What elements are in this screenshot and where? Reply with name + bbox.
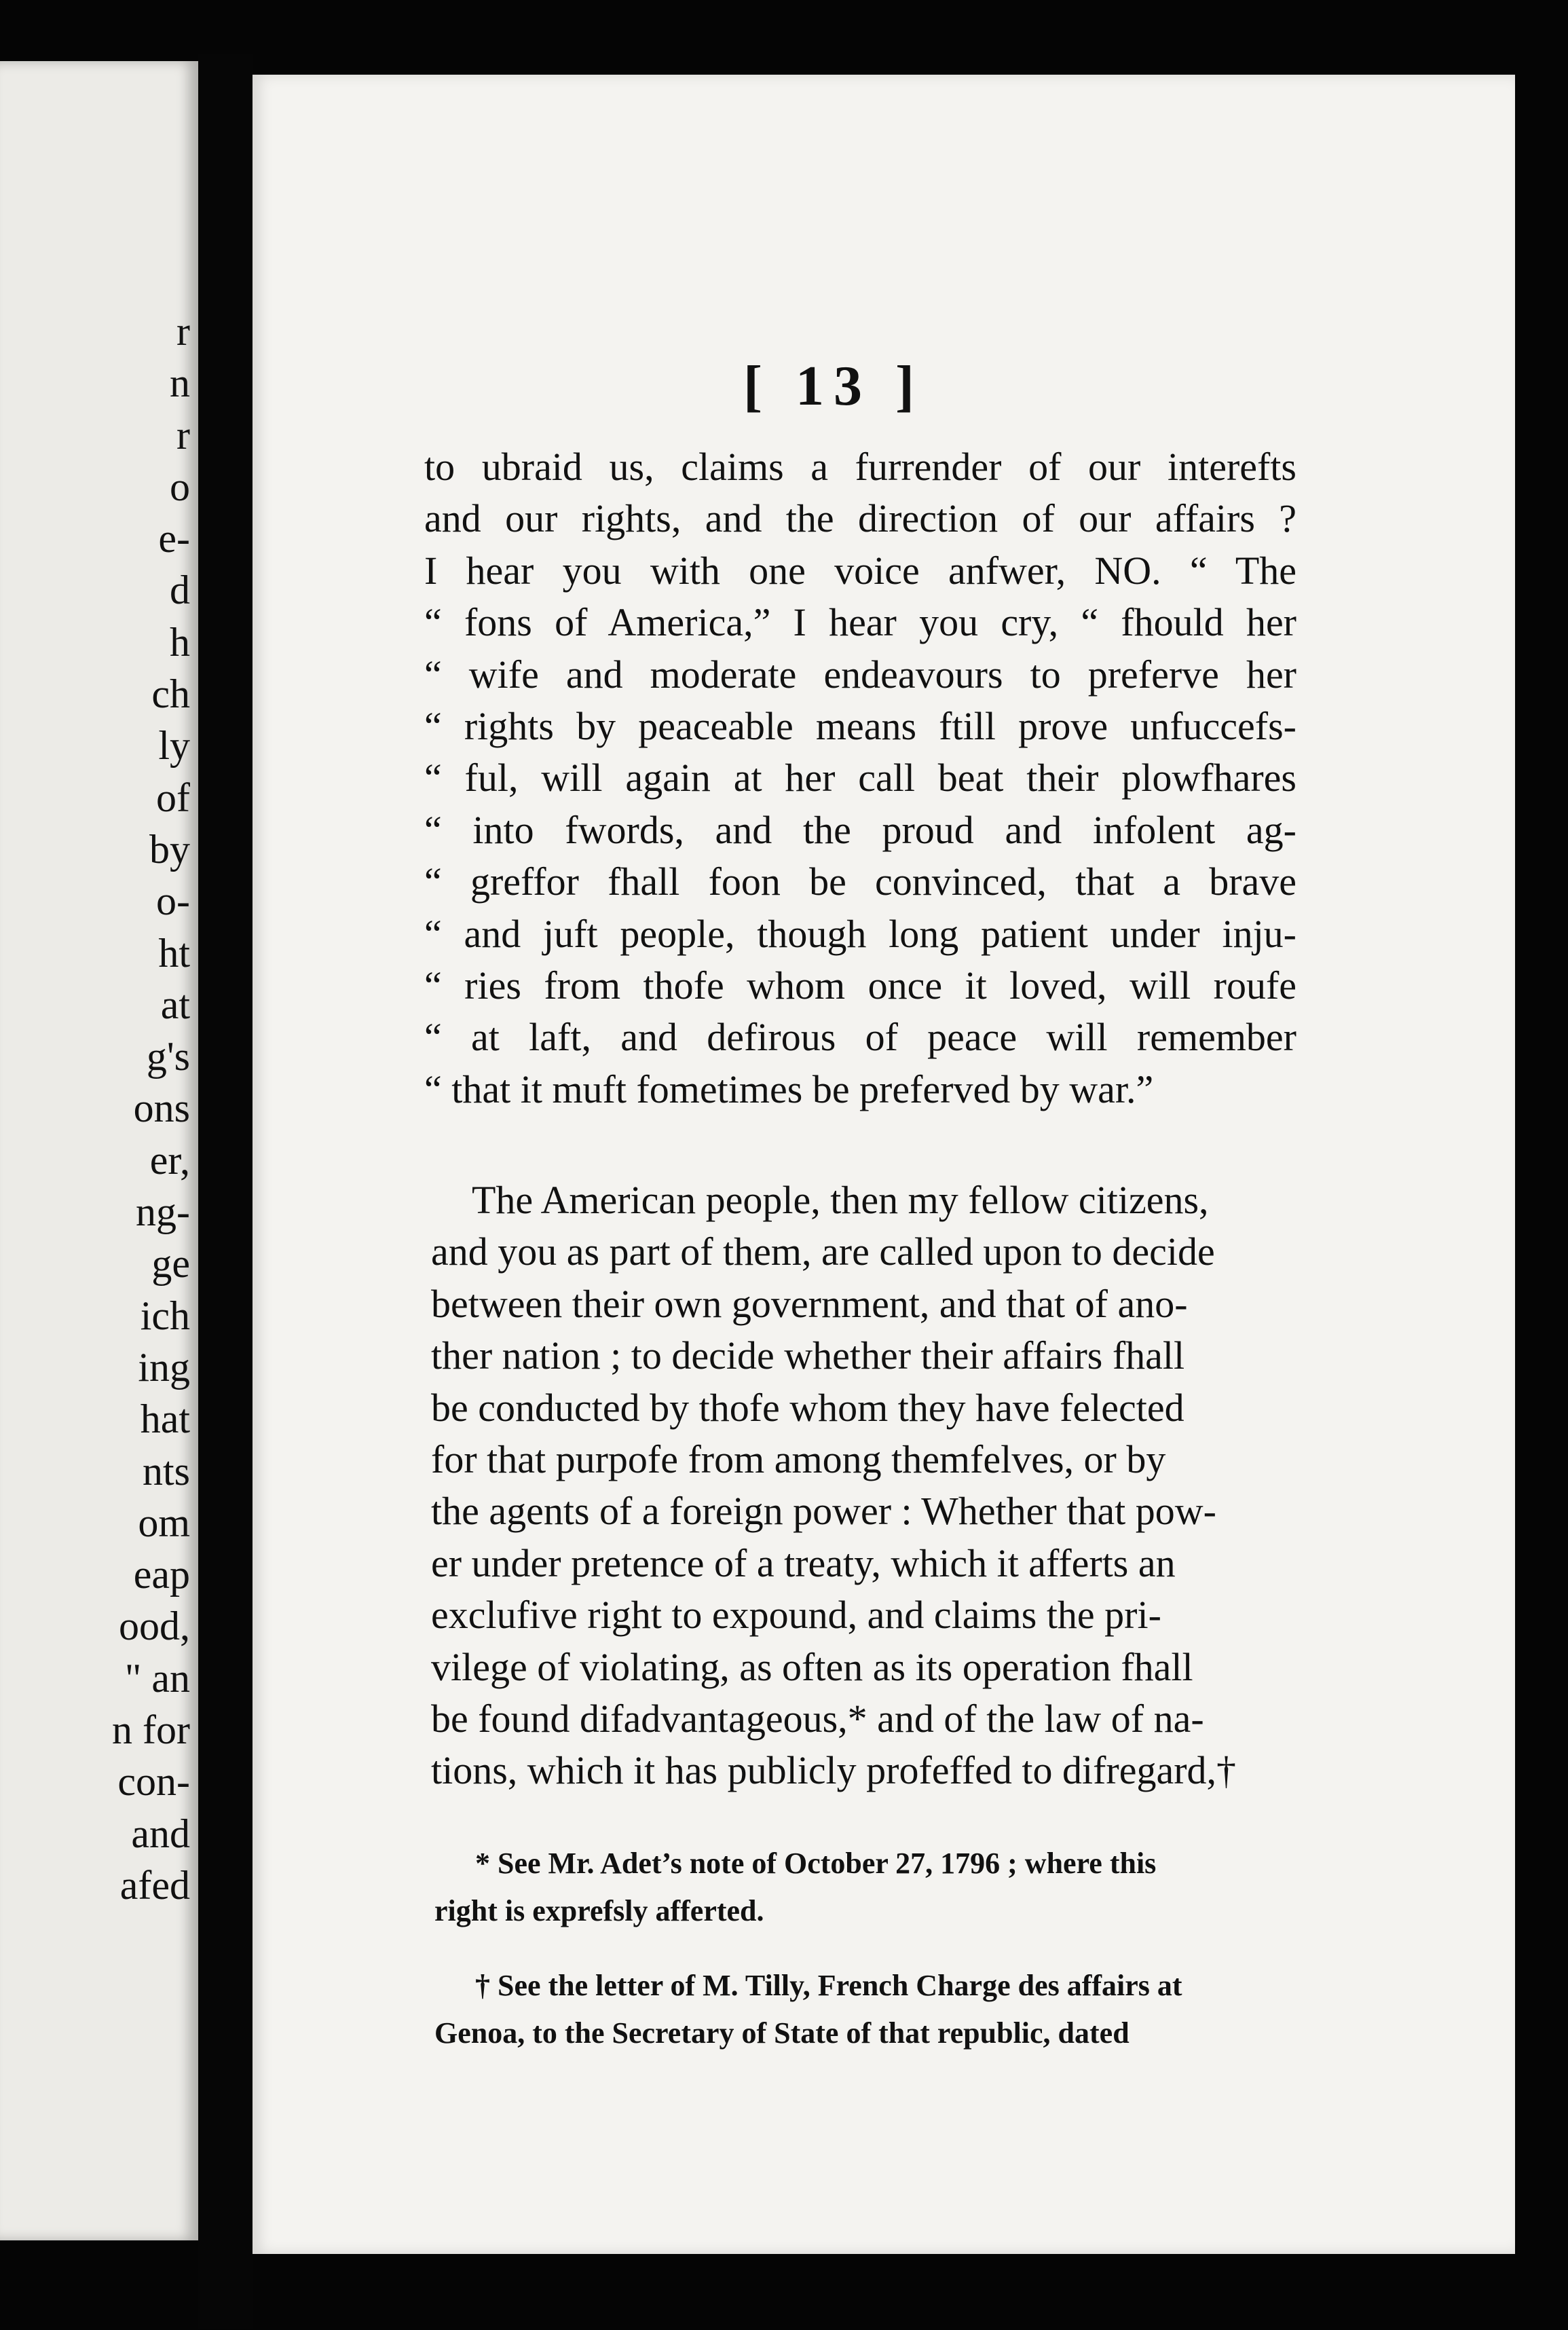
- text-line: The American people, then my fellow citizens,: [472, 1178, 1209, 1222]
- left-page-fragment: by: [149, 826, 190, 872]
- left-page-fragment: n: [170, 360, 190, 406]
- text-line: and you as part of them, are called upon to decide: [431, 1229, 1215, 1274]
- text-line: the agents of a foreign power : Whether that pow-: [431, 1489, 1216, 1534]
- left-page-fragment: of: [156, 775, 190, 820]
- footnote-1: [434, 1840, 1300, 1935]
- left-page-fragment: r: [176, 412, 190, 458]
- left-page-fragment: h: [170, 619, 190, 665]
- left-page-fragment: ly: [158, 723, 190, 769]
- text-line: for that purpofe from among themfelves, or by: [431, 1437, 1166, 1482]
- left-page-fragment: g's: [146, 1034, 190, 1079]
- quote-line: “ greffor fhall foon be convinced, that a brave: [424, 859, 1296, 904]
- text-line: and our rights, and the direction of our affairs ?: [424, 496, 1296, 541]
- text-line: vilege of violating, as often as its operation fhall: [431, 1644, 1193, 1689]
- paragraph-2: [431, 1175, 1300, 1797]
- left-page-fragment: ng-: [136, 1189, 190, 1235]
- left-page-fragment: om: [138, 1500, 190, 1545]
- text-line: tions, which it has publicly profeffed to difregard,†: [431, 1748, 1237, 1793]
- left-page-fragment: afed: [119, 1862, 190, 1908]
- quote-line: “ at laft, and defirous of peace will remember: [424, 1015, 1296, 1060]
- footnote-2: [434, 1962, 1300, 2057]
- quote-line: “ ries from thofe whom once it loved, will roufe: [424, 963, 1296, 1008]
- left-page-fragment: hat: [140, 1397, 190, 1442]
- left-page-fragment: nts: [142, 1448, 190, 1494]
- left-page-fragment: ood,: [119, 1604, 190, 1649]
- left-page-fragment: at: [160, 982, 190, 1027]
- left-page-fragment: con-: [117, 1759, 190, 1805]
- paragraph-1: [424, 441, 1296, 1115]
- quote-line: “ and juft people, though long patient under inju-: [424, 911, 1296, 956]
- left-page-fragment: d: [170, 568, 190, 613]
- left-page-fragment: ons: [133, 1086, 190, 1131]
- quote-line: “ rights by peaceable means ftill prove unfuccefs-: [424, 704, 1296, 749]
- text-line: be found difadvantageous,* and of the law of na-: [431, 1697, 1204, 1741]
- left-page-fragment: n for: [112, 1707, 190, 1753]
- left-page-fragment: o: [170, 464, 190, 509]
- left-page-fragment: " an: [124, 1655, 190, 1701]
- left-page-fragment: o-: [156, 879, 190, 924]
- left-page-fragment: e-: [158, 516, 190, 561]
- footnote-line: * See Mr. Adet’s note of October 27, 1796 ; where this: [475, 1847, 1157, 1880]
- left-facing-page: [0, 61, 198, 2240]
- text-line: between their own government, and that of ano-: [431, 1281, 1188, 1326]
- text-line: to ubraid us, claims a furrender of our interefts: [424, 445, 1296, 489]
- book-gutter: [198, 54, 253, 2329]
- left-page-fragment: r: [176, 309, 190, 354]
- quote-line: “ fons of America,” I hear you cry, “ fhould her: [424, 600, 1296, 645]
- left-page-fragment: er,: [149, 1137, 190, 1183]
- page-number: [ 13 ]: [743, 354, 924, 418]
- left-page-fragment: ich: [140, 1293, 190, 1338]
- quote-line: “ wife and moderate endeavours to preferve her: [424, 652, 1296, 697]
- text-line: ther nation ; to decide whether their affairs fhall: [431, 1333, 1185, 1378]
- footnote-line: † See the letter of M. Tilly, French Charge des affairs at: [475, 1969, 1182, 2002]
- left-page-fragment: ge: [151, 1241, 190, 1287]
- footnote-line: right is exprefsly afferted.: [434, 1894, 764, 1927]
- text-line: I hear you with one voice anfwer, NO. “ The: [424, 548, 1296, 593]
- text-line: be conducted by thofe whom they have felected: [431, 1385, 1184, 1430]
- footnotes: [434, 1840, 1300, 2084]
- quote-line: “ that it muft fometimes be preferved by war.”: [424, 1067, 1154, 1111]
- left-page-text-fragments: [112, 306, 190, 1911]
- left-page-fragment: eap: [133, 1552, 190, 1597]
- left-page-fragment: ing: [138, 1344, 190, 1390]
- quote-line: “ into fwords, and the proud and infolent ag-: [424, 807, 1296, 852]
- text-line: er under pretence of a treaty, which it afferts an: [431, 1540, 1176, 1585]
- footnote-line: Genoa, to the Secretary of State of that republic, dated: [434, 2016, 1130, 2050]
- text-line: exclufive right to expound, and claims the pri-: [431, 1593, 1161, 1638]
- left-page-fragment: ch: [151, 671, 190, 717]
- left-page-fragment: and: [131, 1811, 190, 1856]
- left-page-fragment: ht: [158, 930, 190, 976]
- quote-line: “ ful, will again at her call beat their plowfhares: [424, 756, 1296, 800]
